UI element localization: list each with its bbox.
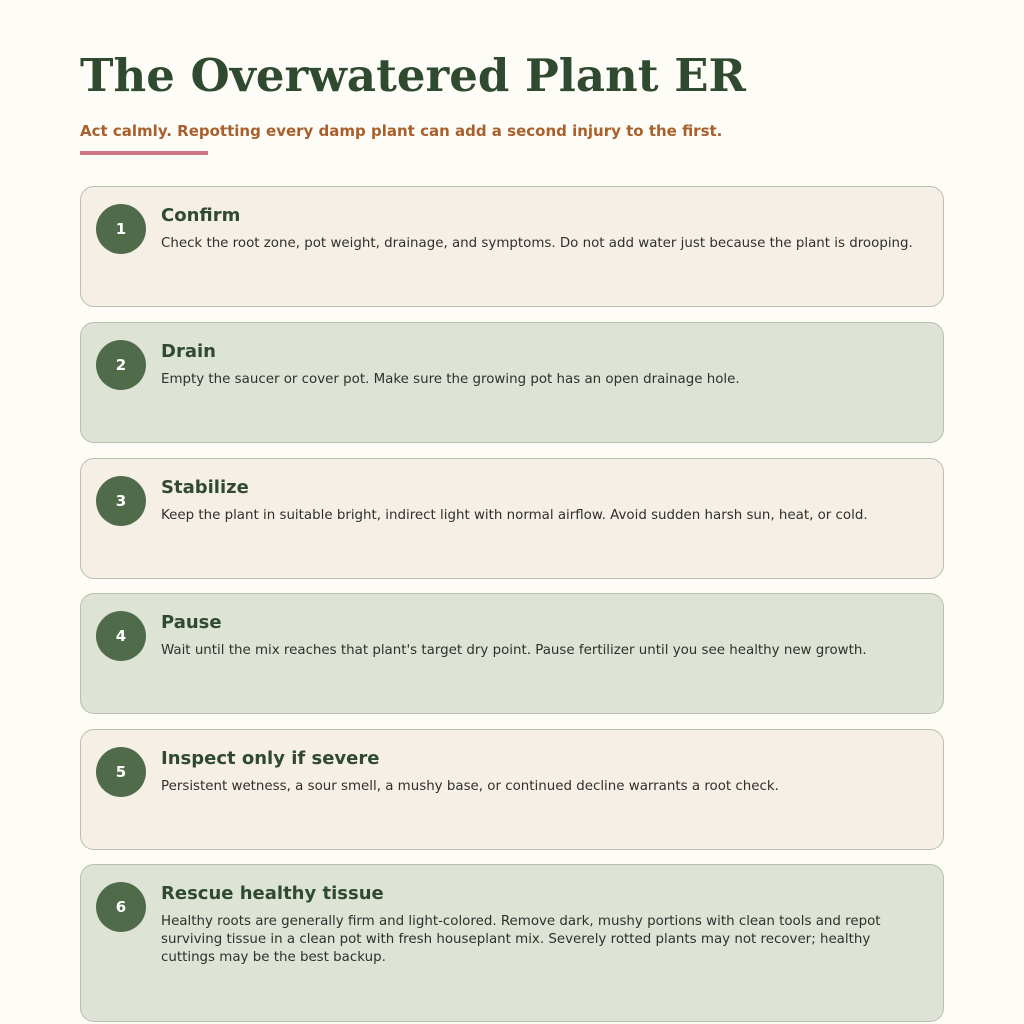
step-card-drain [80,322,944,443]
step-card-stabilize [80,458,944,579]
page-title: The Overwatered Plant ER [80,49,746,102]
step-title: Stabilize [161,477,249,498]
step-card-confirm [80,186,944,307]
step-description: Persistent wetness, a sour smell, a mushy base, or continued decline warrants a root check. [161,779,779,794]
step-number-badge: 1 [96,204,146,254]
page-subtitle: Act calmly. Repotting every damp plant can add a second injury to the first. [80,122,723,140]
step-title: Pause [161,612,222,633]
step-description: Wait until the mix reaches that plant's target dry point. Pause fertilizer until you see healthy new growth. [161,643,867,658]
step-title: Inspect only if severe [161,748,380,769]
step-number-badge: 6 [96,882,146,932]
step-number-badge: 2 [96,340,146,390]
step-description: Healthy roots are generally firm and light-colored. Remove dark, mushy portions with clean tools and repot surviving tissue in a clean pot with fresh houseplant mix. Severely rotted plants may not recover; healthy cuttings may be the best backup. [161,914,881,965]
step-description: Check the root zone, pot weight, drainage, and symptoms. Do not add water just because the plant is drooping. [161,236,913,251]
step-card-pause [80,593,944,714]
step-title: Rescue healthy tissue [161,883,384,904]
step-title: Confirm [161,205,241,226]
step-description: Keep the plant in suitable bright, indirect light with normal airflow. Avoid sudden harsh sun, heat, or cold. [161,508,868,523]
accent-divider [80,151,208,155]
step-description: Empty the saucer or cover pot. Make sure the growing pot has an open drainage hole. [161,372,740,387]
step-number-badge: 3 [96,476,146,526]
step-title: Drain [161,341,216,362]
step-number-badge: 5 [96,747,146,797]
step-card-rescue [80,864,944,1022]
step-number-badge: 4 [96,611,146,661]
step-card-inspect [80,729,944,850]
